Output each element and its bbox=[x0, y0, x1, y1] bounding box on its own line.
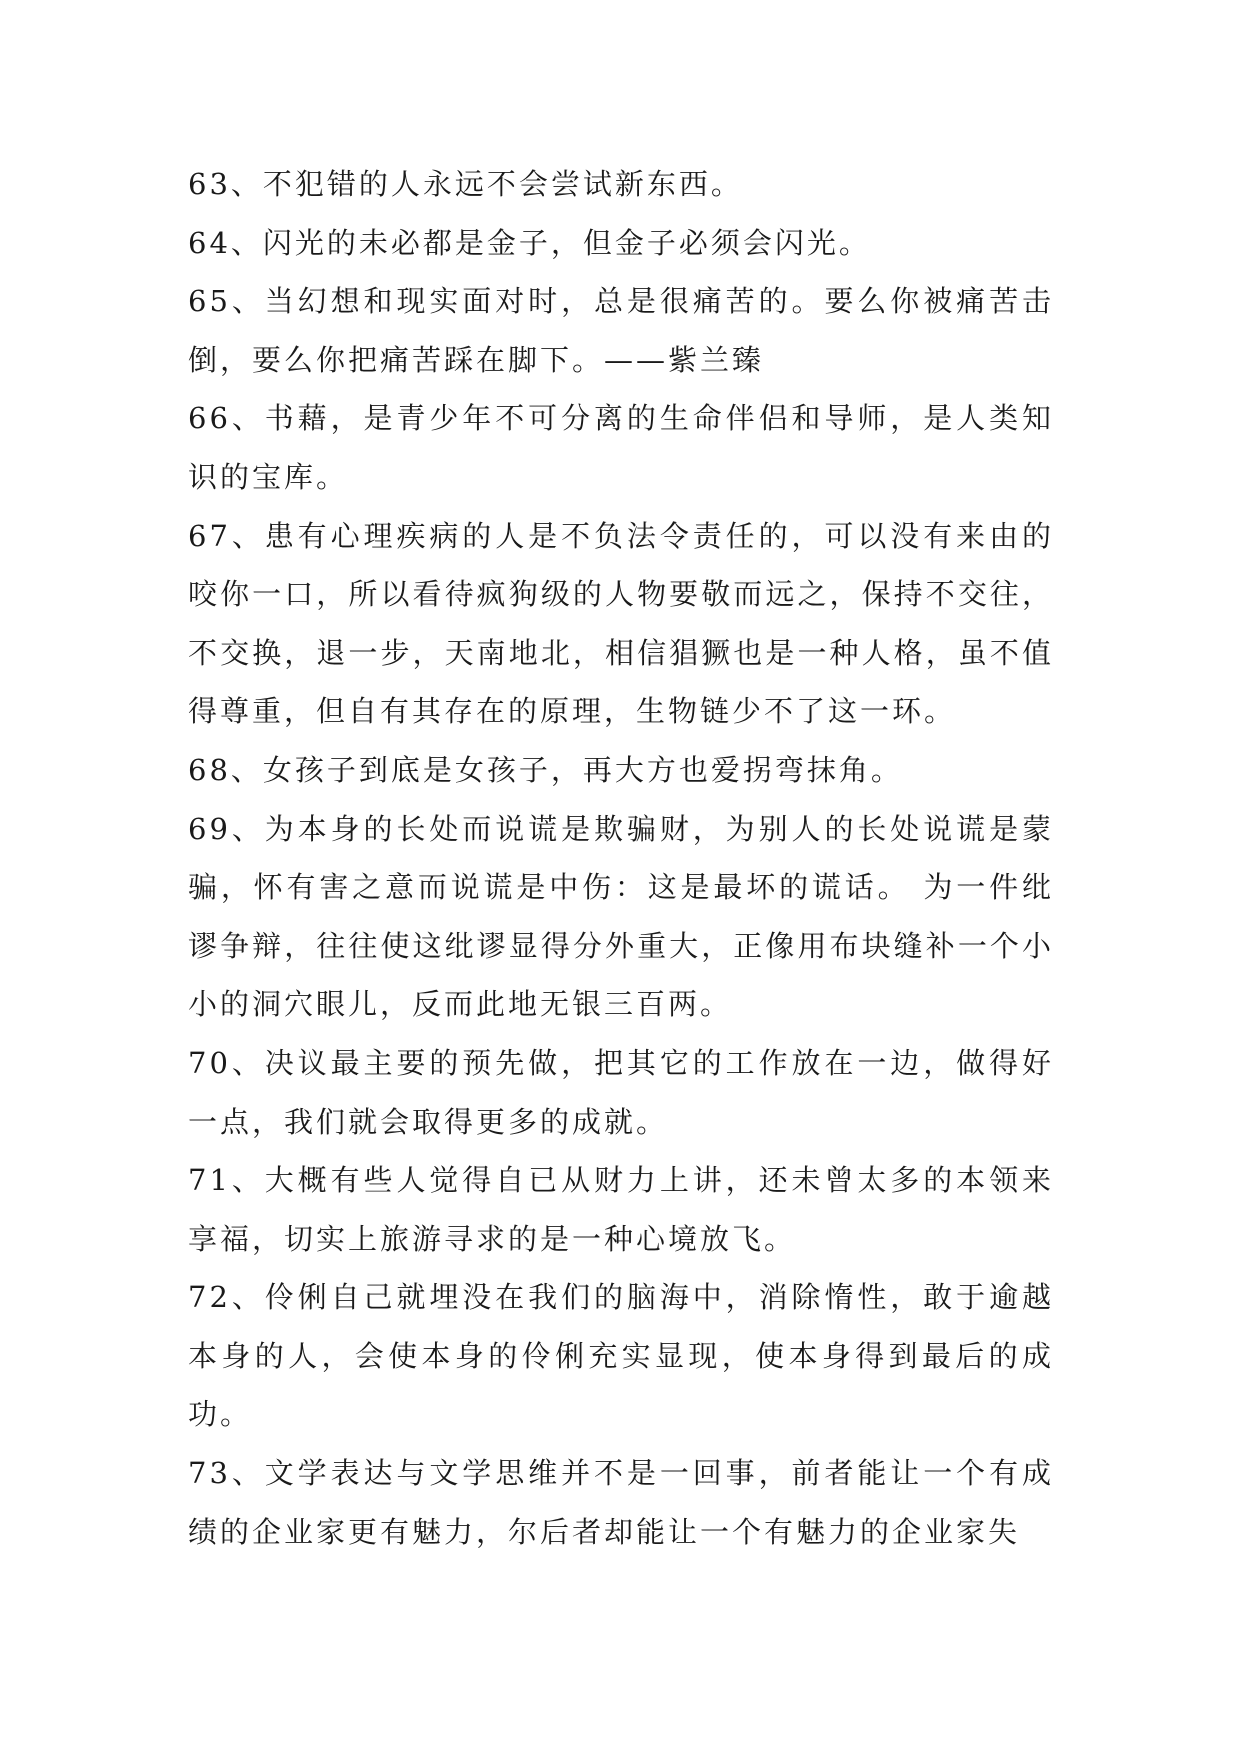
quote-paragraph-72: 72、伶俐自己就埋没在我们的脑海中，消除惰性，敢于逾越本身的人，会使本身的伶俐充实显现，使本身得到最后的成功。 bbox=[188, 1280, 1054, 1432]
quote-paragraph-69: 69、为本身的长处而说谎是欺骗财，为别人的长处说谎是蒙骗，怀有害之意而说谎是中伤：这是最坏的谎话。 为一件纰谬争辩，往往使这纰谬显得分外重大，正像用布块缝补一个小小的洞穴眼儿，反而此地无银三百两。 bbox=[188, 811, 1054, 1022]
quote-paragraph-65: 65、当幻想和现实面对时，总是很痛苦的。要么你被痛苦击倒，要么你把痛苦踩在脚下。——紫兰臻 bbox=[188, 284, 1054, 377]
quote-paragraph-66: 66、书藉，是青少年不可分离的生命伴侣和导师，是人类知识的宝库。 bbox=[188, 401, 1054, 494]
quote-paragraph-64: 64、闪光的未必都是金子，但金子必须会闪光。 bbox=[188, 225, 871, 260]
quote-paragraph-63: 63、不犯错的人永远不会尝试新东西。 bbox=[188, 167, 743, 201]
quote-paragraph-68: 68、女孩子到底是女孩子，再大方也爱拐弯抹角。 bbox=[188, 752, 903, 787]
quote-paragraph-71: 71、大概有些人觉得自已从财力上讲，还未曾太多的本领来享福，切实上旅游寻求的是一种心境放飞。 bbox=[188, 1163, 1054, 1256]
quote-paragraph-70: 70、决议最主要的预先做，把其它的工作放在一边，做得好一点，我们就会取得更多的成就。 bbox=[188, 1045, 1054, 1139]
quote-paragraph-67: 67、患有心理疾病的人是不负法令责任的，可以没有来由的咬你一口，所以看待疯狗级的人物要敬而远之，保持不交往，不交换，退一步，天南地北，相信猖獗也是一种人格，虽不值得尊重，但自有其存在的原理，生物链少不了这一环。 bbox=[188, 518, 1054, 729]
quote-paragraph-73: 73、文学表达与文学思维并不是一回事，前者能让一个有成绩的企业家更有魅力，尔后者却能让一个有魅力的企业家失 bbox=[188, 1456, 1054, 1549]
document-body bbox=[188, 155, 1054, 1561]
